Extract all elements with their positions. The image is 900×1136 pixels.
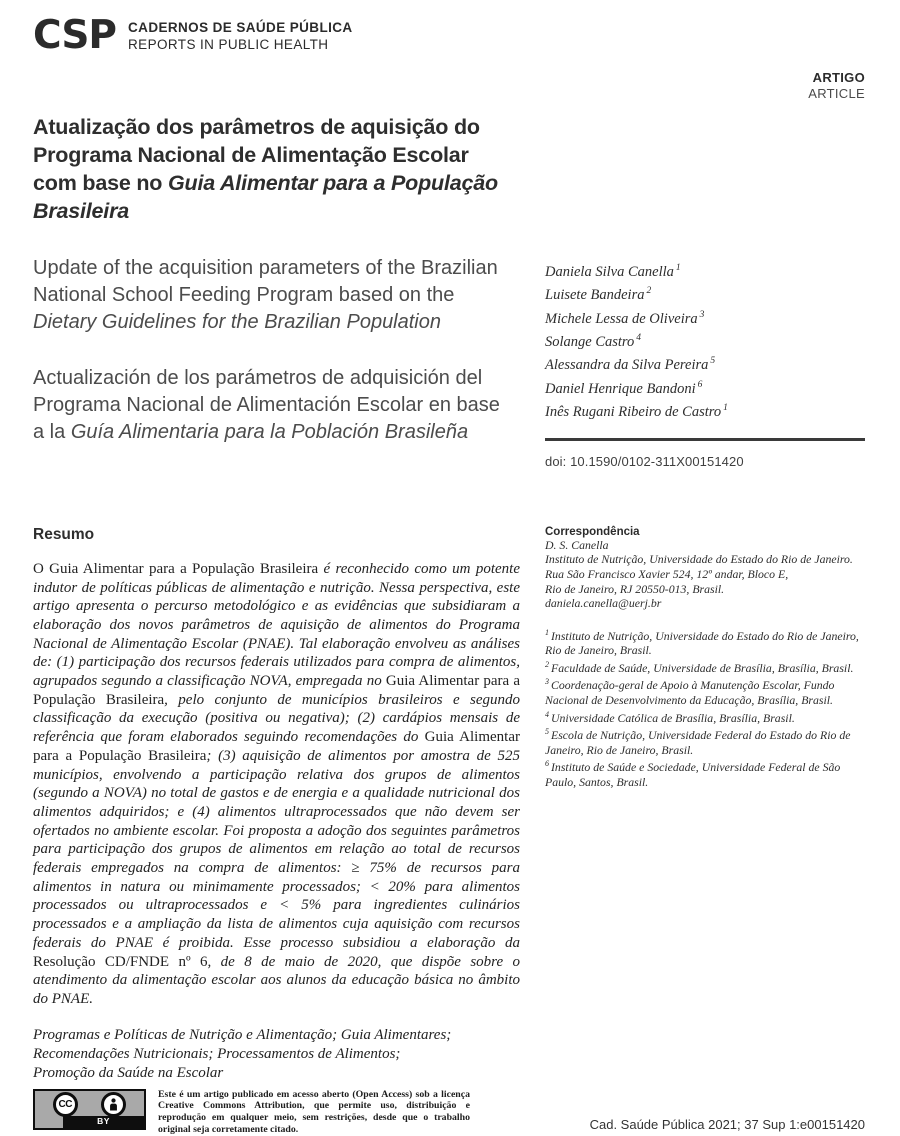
cc-by-label: BY (63, 1116, 144, 1128)
journal-logo: CSP (33, 13, 117, 58)
correspondence-email: daniela.canella@uerj.br (545, 596, 662, 611)
author-list (545, 259, 865, 422)
title-spanish (33, 365, 505, 446)
journal-name-en: REPORTS IN PUBLIC HEALTH (128, 37, 329, 52)
title-pt-italic: Guia Alimentar para a População Brasileira (33, 171, 498, 223)
title-en-regular: Update of the acquisition parameters of the Brazilian National School Feeding Program based on the (33, 257, 498, 306)
author: Daniela Silva Canella $^1$ (545, 263, 681, 280)
cc-icon: CC (53, 1092, 78, 1117)
title-es-italic: Guía Alimentaria para la Población Brasileña (70, 421, 469, 443)
doi: doi: 10.1590/0102-311X00151420 (545, 453, 744, 469)
journal-name-pt: CADERNOS DE SAÚDE PÚBLICA (128, 20, 353, 35)
affiliations-list (545, 626, 865, 789)
affiliation: $^2$ Faculdade de Saúde, Universidade de Brasília, Brasília, Brasil. (545, 659, 854, 675)
title-es-regular: Actualización de los parámetros de adquisición del Programa Nacional de Alimentación Escolar en base a la (33, 367, 500, 443)
title-pt-regular: Atualização dos parâmetros de aquisição do Programa Nacional de Alimentação Escolar com base no (33, 115, 480, 195)
titles-block (33, 101, 520, 469)
author-affil-ref: 4 (636, 332, 642, 343)
author-affil-ref: 2 (646, 286, 652, 297)
cc-by-license-badge (33, 1089, 146, 1130)
article-label-en: ARTICLE (808, 86, 865, 101)
article-label-pt: ARTIGO (812, 70, 865, 85)
author: Daniel Henrique Bandoni $^6$ (545, 379, 703, 397)
affiliation: $^4$ Universidade Católica de Brasília, Brasília, Brasil. (545, 709, 795, 725)
license-row (33, 1083, 470, 1136)
author: Inês Rugani Ribeiro de Castro $^1$ (545, 402, 728, 420)
author: Michele Lessa de Oliveira $^3$ (545, 309, 705, 327)
content-grid (33, 101, 865, 1083)
correspondence-line: D. S. Canella (545, 537, 609, 552)
keywords: Programas e Políticas de Nutrição e Alimentação; Guia Alimentares; Recomendações Nutricionais; Processamentos de Alimentos; Promoção da Saúde na Escolar (33, 1026, 452, 1081)
abstract-heading: Resumo (33, 525, 95, 543)
author-affil-ref: 5 (710, 356, 716, 367)
author-affil-ref: 1 (723, 402, 728, 413)
title-english (33, 255, 505, 336)
page-footer (33, 1083, 865, 1136)
affiliation: $^6$ Instituto de Saúde e Sociedade, Universidade Federal de São Paulo, Santos, Brasil. (545, 759, 841, 789)
author-affil-ref: 6 (697, 379, 703, 390)
title-portuguese (33, 113, 513, 225)
affiliation: $^5$ Escola de Nutrição, Universidade Federal do Estado do Rio de Janeiro, Rio de Janeiro, Brasil. (545, 727, 851, 757)
author: Alessandra da Silva Pereira $^5$ (545, 356, 716, 374)
license-text: Este é um artigo publicado em acesso aberto (Open Access) sob a licença Creative Commons Attribution, que permite uso, distribuição e reprodução em qualquer meio, sem restrições, desde que o trabalho original seja corretamente citado. (158, 1088, 470, 1136)
journal-name-block (128, 16, 353, 52)
journal-citation: Cad. Saúde Pública 2021; 37 Sup 1:e00151420 (589, 1116, 865, 1132)
author-affil-ref: 1 (675, 263, 681, 273)
authors-block (545, 259, 865, 469)
affiliation: $^3$ Coordenação-geral de Apoio à Manutenção Escolar, Fundo Nacional de Desenvolvimento da Educação, Brasília, Brasil. (545, 677, 835, 707)
correspondence-line: Rua São Francisco Xavier 524, 12º andar, Bloco E, (545, 566, 789, 581)
article-type-label (33, 70, 865, 101)
author: Solange Castro $^4$ (545, 332, 642, 350)
correspondence-heading: Correspondência (545, 525, 640, 538)
journal-header (33, 14, 865, 56)
title-en-italic: Dietary Guidelines for the Brazilian Population (33, 311, 441, 333)
attribution-person-icon (101, 1092, 126, 1117)
doi-rule (545, 438, 865, 441)
correspondence-line: Instituto de Nutrição, Universidade do Estado do Rio de Janeiro. (545, 552, 853, 567)
correspondence-section (545, 526, 865, 1083)
abstract-text: O Guia Alimentar para a População Brasileira é reconhecido como um potente indutor de políticas públicas de alimentação e nutrição. Nessa perspectiva, este artigo apresenta o percurso metodológico e as evidências que subsidiaram a elaboração dos novos parâmetros de aquisição de alimentos do Programa Nacional de Alimentação Escolar (PNAE). Tal elaboração envolveu as análises de: (1) participação dos recursos federais utilizados para compra de alimentos, agrupados segundo a classificação NOVA, empregada no Guia Alimentar para a População Brasileira, pelo conjunto de municípios brasileiros e segundo classificação da execução (positiva ou negativa); (2) cardápios mensais de referência que foram elaborados seguindo recomendações do Guia Alimentar para a População Brasileira; (3) aquisição de alimentos por amostra de 525 municípios, envolvendo a participação relativa dos grupos de alimentos (segundo a NOVA) no total de gastos e de energia e a qualidade nutricional dos alimentos adquiridos; e (4) alimentos ultraprocessados que não devem ser ofertados no ambiente escolar. Foi proposta a adoção dos seguintes parâmetros para participação dos grupos de alimentos em relação ao total de recursos federais empregados na compra de alimentos: ≥ 75% de recursos para alimentos in natura ou minimamente processados; < 20% para alimentos processados ou ultraprocessados e < 5% para ingredientes culinários processados e a ampliação da lista de alimentos cuja aquisição com recursos federais do PNAE é proibida. Esse processo subsidiou a elaboração da Resolução CD/FNDE nº 6, de 8 de maio de 2020, que dispõe sobre o atendimento da alimentação escolar aos alunos da educação básica no âmbito do PNAE. (33, 560, 520, 1007)
correspondence-line: Rio de Janeiro, RJ 20550-013, Brasil. (545, 581, 725, 596)
author-affil-ref: 3 (699, 309, 705, 320)
abstract-section (33, 526, 520, 1083)
author: Luisete Bandeira $^2$ (545, 286, 652, 304)
affiliation: $^1$ Instituto de Nutrição, Universidade do Estado do Rio de Janeiro, Rio de Janeiro, Brasil. (545, 627, 859, 658)
